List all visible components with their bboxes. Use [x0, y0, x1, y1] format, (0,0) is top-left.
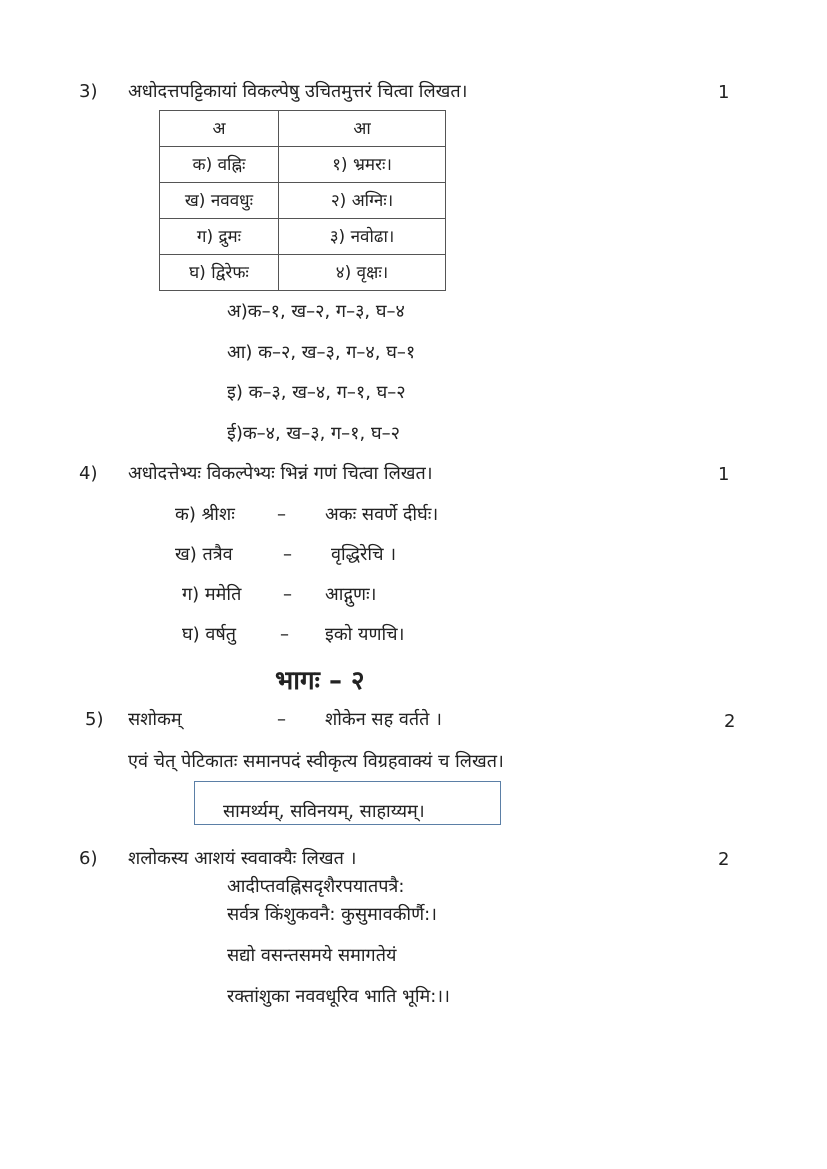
- table-cell: क) वह्निः: [160, 147, 279, 183]
- q4-item-dash: –: [280, 624, 289, 645]
- q4-item-word: क) श्रीशः: [175, 504, 235, 525]
- q4-item-word: ख) तत्रैव: [175, 544, 233, 565]
- table-header-row: [160, 111, 446, 147]
- table-cell: घ) द्विरेफः: [160, 255, 279, 291]
- verse-line: रक्तांशुका नववधूरिव भाति भूमि:।।: [227, 986, 450, 1007]
- table-row: [160, 147, 446, 183]
- q4-item-word: ग) ममेति: [182, 584, 242, 605]
- q4-item-dash: –: [277, 504, 286, 525]
- q6-text: शलोकस्य आशयं स्ववाक्यैः लिखत ।: [128, 848, 357, 869]
- q4-number: 4): [79, 463, 98, 484]
- q3-number: 3): [79, 81, 98, 102]
- table-row: [160, 183, 446, 219]
- match-table: [159, 110, 446, 291]
- q4-item-rule: अकः सवर्णे दीर्घः।: [325, 504, 439, 525]
- q3-option-aa: आ) क–२, ख–३, ग–४, घ–१: [227, 342, 416, 363]
- q6-number: 6): [79, 848, 98, 869]
- table-cell: ग) द्रुमः: [160, 219, 279, 255]
- table-row: [160, 255, 446, 291]
- q3-option-a: अ)क–१, ख–२, ग–३, घ–४: [227, 301, 405, 322]
- q5-word-box: [194, 781, 501, 825]
- section-heading: भागः – २: [275, 666, 365, 696]
- q4-text: अधोदत्तेभ्यः विकल्पेभ्यः भिन्नं गणं चित्वा लिखत।: [128, 463, 433, 484]
- q3-option-i: इ) क–३, ख–४, ग–१, घ–२: [227, 382, 406, 403]
- table-header-col-a: अ: [160, 111, 279, 147]
- table-cell: ३) नवोढा।: [279, 219, 446, 255]
- q4-item-dash: –: [283, 584, 292, 605]
- q5-word: सशोकम्: [128, 709, 182, 730]
- q5-marks: 2: [724, 711, 736, 732]
- q4-item-word: घ) वर्षतु: [182, 624, 237, 645]
- table-cell: ४) वृक्षः।: [279, 255, 446, 291]
- q5-meaning: शोकेन सह वर्तते ।: [325, 709, 442, 730]
- q4-item-rule: आद्गुणः।: [325, 584, 377, 605]
- q4-item-rule: वृद्धिरेचि ।: [331, 544, 397, 565]
- q4-item-rule: इको यणचि।: [325, 624, 405, 645]
- verse-line: सद्यो वसन्तसमये समागतेयं: [227, 945, 397, 966]
- q4-item-dash: –: [283, 544, 292, 565]
- table-cell: २) अग्निः।: [279, 183, 446, 219]
- q4-marks: 1: [718, 464, 730, 485]
- verse-line: सर्वत्र किंशुकवनै: कुसुमावकीर्णै:।: [227, 904, 437, 925]
- q5-instruction: एवं चेत् पेटिकातः समानपदं स्वीकृत्य विग्रहवाक्यं च लिखत।: [128, 751, 504, 772]
- table-cell: १) भ्रमरः।: [279, 147, 446, 183]
- q6-marks: 2: [718, 849, 730, 870]
- q3-marks: 1: [718, 82, 730, 103]
- table-header-col-aa: आ: [279, 111, 446, 147]
- q3-text: अधोदत्तपट्टिकायां विकल्पेषु उचितमुत्तरं चित्वा लिखत।: [128, 81, 468, 102]
- q5-dash: –: [277, 709, 286, 730]
- q5-box-words: सामर्थ्यम्, सविनयम्, साहाय्यम्।: [223, 801, 425, 822]
- table-cell: ख) नववधुः: [160, 183, 279, 219]
- verse-line: आदीप्तवह्निसदृशैरपयातपत्रै:: [227, 876, 405, 897]
- q5-number: 5): [85, 709, 104, 730]
- q3-option-ii: ई)क–४, ख–३, ग–१, घ–२: [227, 423, 400, 444]
- table-row: [160, 219, 446, 255]
